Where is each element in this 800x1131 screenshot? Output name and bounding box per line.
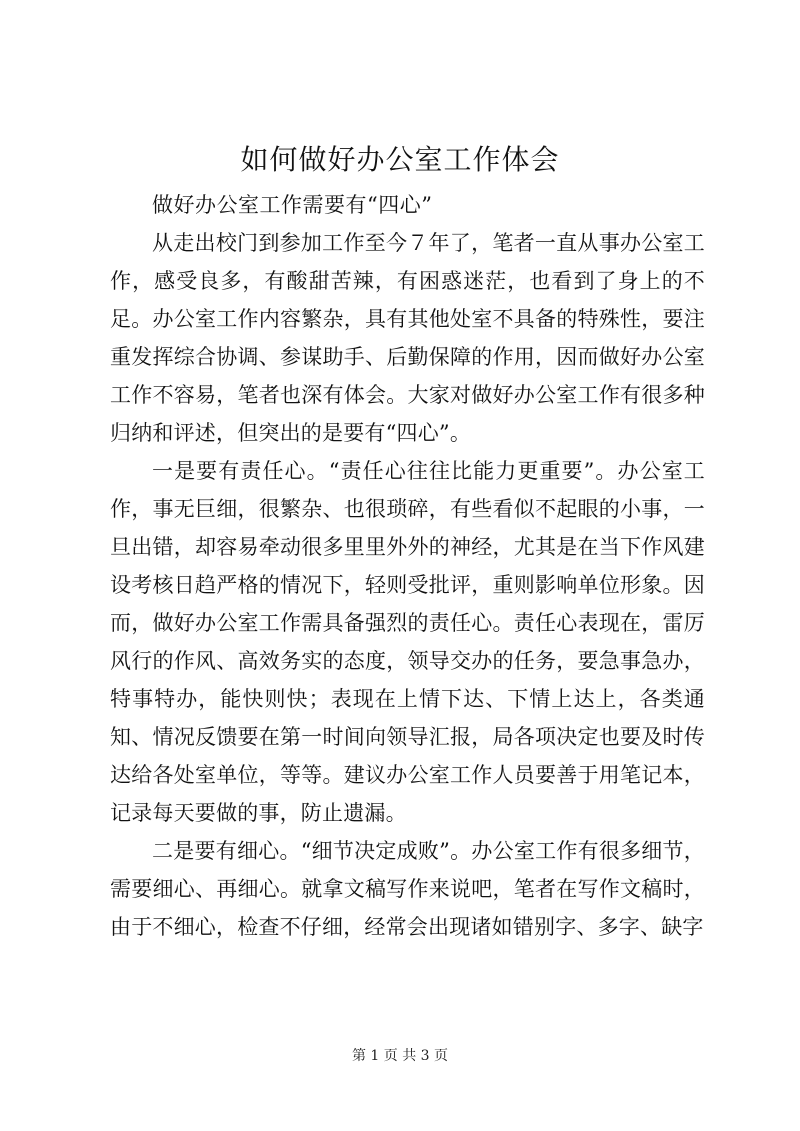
document-body [110,186,705,946]
paragraph-2: 一是要有责任心。“责任心往往比能力更重要”。办公室工作，事无巨细，很繁杂、也很琐碎，有些看似不起眼的小事，一旦出错，却容易牵动很多里里外外的神经，尤其是在当下作风建设考核日趋严格的情况下，轻则受批评，重则影响单位形象。因而，做好办公室工作需具备强烈的责任心。责任心表现在，雷厉风行的作风、高效务实的态度，领导交办的任务，要急事急办，特事特办，能快则快；表现在上情下达、下情上达上，各类通知、情况反馈要在第一时间向领导汇报，局各项决定也要及时传达给各处室单位，等等。建议办公室工作人员要善于用笔记本，记录每天要做的事，防止遗漏。 [110,459,705,825]
page-footer [0,1046,800,1066]
page-number-label: 第 1 页 共 3 页 [351,1048,449,1064]
paragraph-1: 从走出校门到参加工作至今７年了，笔者一直从事办公室工作，感受良多，有酸甜苦辣，有困惑迷茫，也看到了身上的不足。办公室工作内容繁杂，具有其他处室不具备的特殊性，要注重发挥综合协调、参谋助手、后勤保障的作用，因而做好办公室工作不容易，笔者也深有体会。大家对做好办公室工作有很多种归纳和评述，但突出的是要有“四心”。 [110,231,705,445]
document-subtitle: 做好办公室工作需要有“四心” [152,193,433,217]
document-title: 如何做好办公室工作体会 [240,143,560,176]
paragraph-3: 二是要有细心。“细节决定成败”。办公室工作有很多细节，需要细心、再细心。就拿文稿写作来说吧，笔者在写作文稿时，由于不细心，检查不仔细，经常会出现诸如错别字、多字、缺字 [110,839,705,939]
